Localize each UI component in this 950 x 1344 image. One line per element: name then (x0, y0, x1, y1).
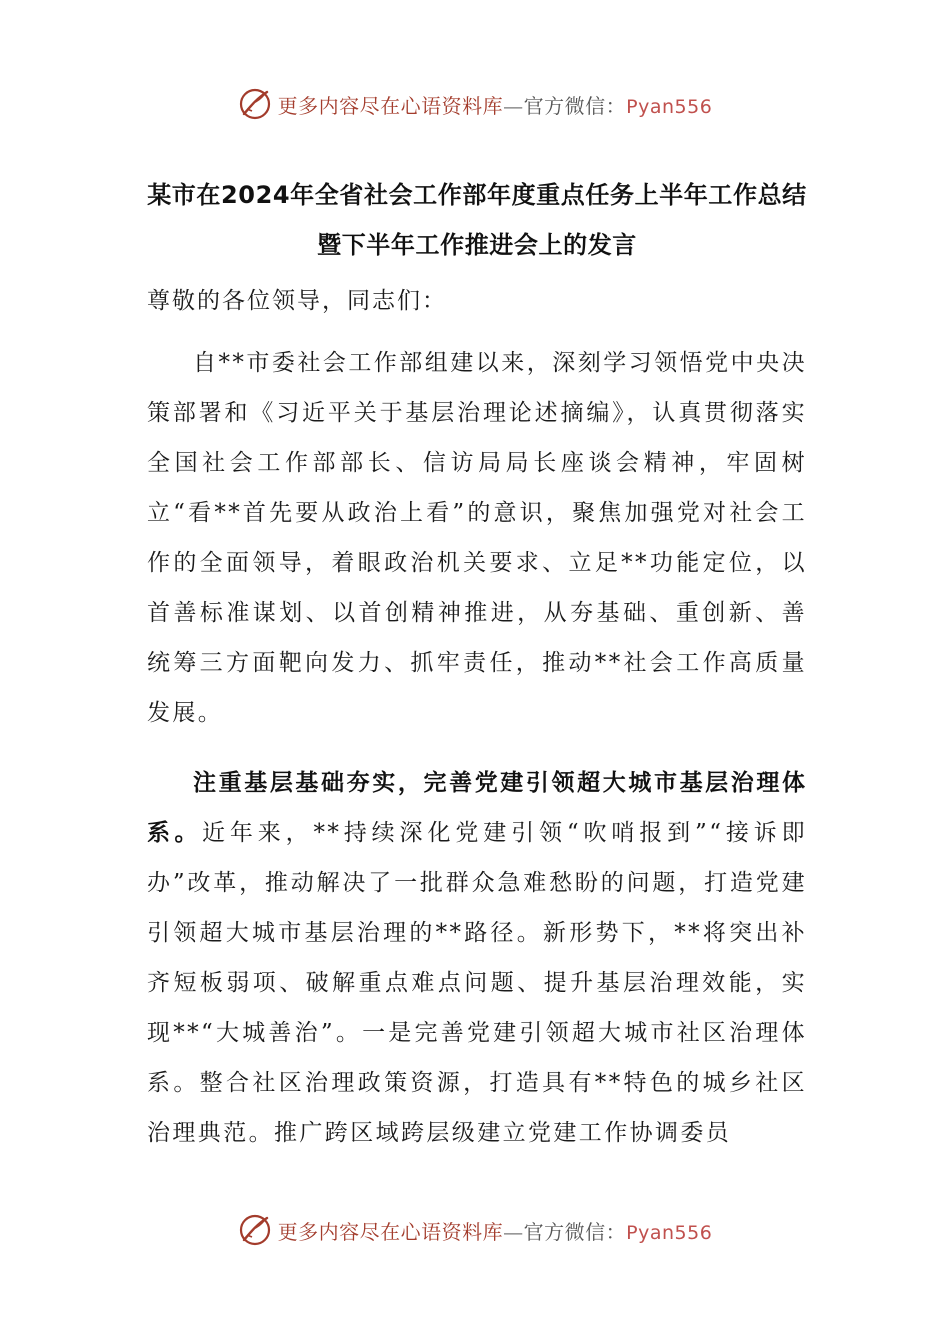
quill-logo-icon (238, 1213, 272, 1247)
paragraph-grassroots (147, 758, 807, 1158)
paragraph-text: 自**市委社会工作部组建以来，深刻学习领悟党中央决策部署和《习近平关于基层治理论述摘编》，认真贯彻落实全国社会工作部部长、信访局局长座谈会精神，牢固树立“看**首先要从政治上看”的意识，聚焦加强党对社会工作的全面领导，着眼政治机关要求、立足**功能定位，以首善标准谋划、以首创精神推进，从夯基础、重创新、善统筹三方面靶向发力、抓牢责任，推动**社会工作高质量发展。 (147, 350, 807, 726)
watermark-text (278, 90, 713, 119)
watermark-dash: — (503, 93, 524, 118)
watermark-footer (0, 1210, 950, 1250)
watermark-text (278, 1216, 713, 1245)
watermark-wechat-id: Pyan556 (626, 1221, 713, 1244)
paragraph-intro (147, 338, 807, 738)
quill-logo-icon (238, 87, 272, 121)
document-body (147, 170, 807, 1158)
watermark-site: 更多内容尽在心语资料库 (277, 1219, 504, 1244)
watermark-site: 更多内容尽在心语资料库 (277, 93, 504, 118)
document-title: 某市在2024年全省社会工作部年度重点任务上半年工作总结暨下半年工作推进会上的发言 (147, 181, 807, 259)
watermark-label: 官方微信： (523, 1219, 627, 1244)
watermark-dash: — (503, 1219, 524, 1244)
salutation: 尊敬的各位领导，同志们： (147, 288, 447, 314)
watermark-wechat-id: Pyan556 (626, 95, 713, 118)
paragraph-text: 近年来，**持续深化党建引领“吹哨报到”“接诉即办”改革，推动解决了一批群众急难愁盼的问题，打造党建引领超大城市基层治理的**路径。新形势下，**将突出补齐短板弱项、破解重点难点问题、提升基层治理效能，实现**“大城善治”。一是完善党建引领超大城市社区治理体系。整合社区治理政策资源，打造具有**特色的城乡社区治理典范。推广跨区域跨层级建立党建工作协调委员 (147, 820, 808, 1146)
watermark-header (0, 84, 950, 124)
watermark-label: 官方微信： (523, 93, 627, 118)
paragraph-lead: 注重基层基础夯实，完善党建引领超大城市基层治理体系。 (147, 770, 807, 846)
